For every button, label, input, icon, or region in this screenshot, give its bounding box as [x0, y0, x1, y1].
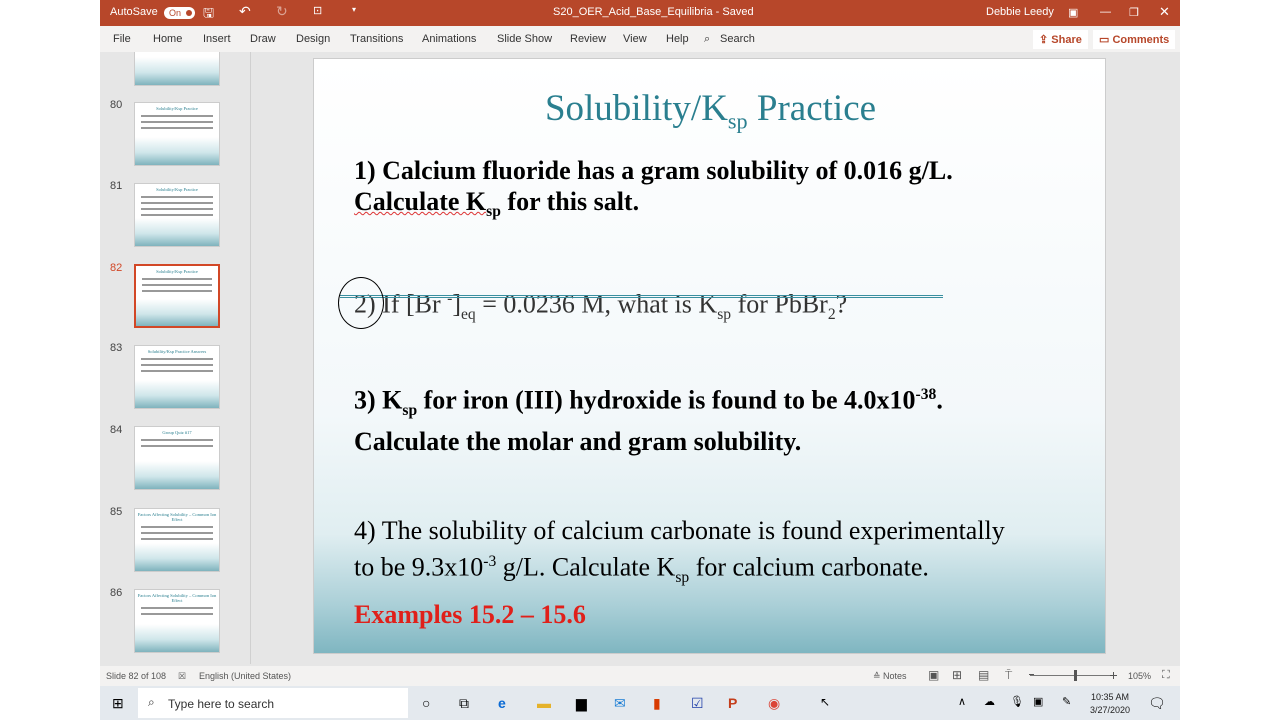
reading-view-icon[interactable]: ▤: [978, 668, 990, 682]
present-icon[interactable]: ⊡: [313, 5, 323, 17]
search-box[interactable]: Search: [720, 33, 755, 45]
powerpoint-window: [100, 0, 1180, 720]
tab-insert[interactable]: Insert: [203, 33, 231, 45]
edge-icon[interactable]: e: [498, 695, 506, 711]
mouse-cursor-icon: ↖: [820, 695, 831, 709]
comments-icon: ▭: [1099, 34, 1113, 46]
tab-slide-show[interactable]: Slide Show: [497, 33, 553, 45]
language[interactable]: English (United States): [199, 671, 292, 681]
ribbon-tabs: [100, 26, 1180, 52]
zoom-out-icon[interactable]: [1029, 674, 1034, 675]
search-icon: ⌕: [148, 695, 155, 709]
tab-home[interactable]: Home: [153, 33, 183, 45]
pen-icon[interactable]: ✎: [1062, 696, 1072, 708]
user-name[interactable]: Debbie Leedy: [986, 6, 1054, 18]
file-explorer-icon[interactable]: ▬: [537, 695, 551, 711]
slide-number: 83: [110, 342, 123, 354]
clock-time: 10:35 AM: [1091, 692, 1130, 702]
network-icon[interactable]: ☁: [984, 696, 995, 708]
tab-help[interactable]: Help: [666, 33, 689, 45]
undo-icon[interactable]: ↶: [239, 3, 251, 19]
slide-number: 85: [110, 506, 123, 518]
slide-thumbnail-83[interactable]: [134, 345, 220, 409]
notes-button[interactable]: ≙ Notes: [873, 671, 907, 681]
save-icon[interactable]: 🖫: [203, 5, 215, 20]
restore-icon[interactable]: ❐: [1129, 7, 1139, 19]
slide-thumbnail-80[interactable]: [134, 102, 220, 166]
slide-number: 81: [110, 180, 123, 192]
tab-review[interactable]: Review: [570, 33, 607, 45]
thumbnail-title: Group Quiz #17: [162, 430, 192, 435]
thumbnail-title: Solubility/Ksp Practice Answers: [147, 349, 207, 354]
slide-number: 82: [110, 262, 123, 274]
zoom-in-icon[interactable]: [1110, 672, 1117, 679]
redo-icon[interactable]: ↻: [276, 3, 288, 19]
slide-number: 84: [110, 424, 123, 436]
slide-counter: Slide 82 of 108: [106, 671, 167, 681]
taskbar-search[interactable]: [138, 688, 408, 718]
autosave-label: AutoSave: [110, 6, 158, 18]
zoom-slider-thumb[interactable]: [1074, 670, 1077, 681]
question-2: 2) If [Br $^-]_{eq} = 0.0236$ M, what is $K_{sp}$ for PbBr$_2$?: [354, 289, 848, 323]
spellcheck-icon[interactable]: ☒: [178, 671, 187, 681]
normal-view-icon[interactable]: ▣: [928, 668, 940, 682]
fit-to-window-icon[interactable]: ⛶: [1162, 669, 1170, 681]
tab-design[interactable]: Design: [296, 33, 331, 45]
minimize-icon[interactable]: —: [1100, 6, 1111, 18]
customize-qat-icon[interactable]: ▾: [352, 5, 357, 14]
powerpoint-icon[interactable]: P: [728, 695, 738, 711]
system-clock[interactable]: [1090, 691, 1130, 717]
windows-taskbar: [100, 686, 1180, 720]
ribbon-display-icon[interactable]: ▣: [1068, 7, 1079, 19]
tab-transitions[interactable]: Transitions: [350, 33, 404, 45]
office-icon[interactable]: ▮: [653, 695, 661, 711]
slide-number: 80: [110, 99, 123, 111]
share-button[interactable]: Share: [1051, 34, 1082, 46]
slide-thumbnail-85[interactable]: [134, 508, 220, 572]
show-hidden-icons[interactable]: ∧: [958, 696, 967, 708]
search-icon: ⌕: [704, 33, 711, 45]
title-bar: [100, 0, 1180, 26]
strikethrough-annotation: [340, 295, 943, 298]
circle-annotation: [338, 277, 384, 329]
slide-canvas[interactable]: [313, 58, 1106, 654]
slide-thumbnail-86[interactable]: [134, 589, 220, 653]
store-icon[interactable]: ▆: [576, 695, 587, 711]
microphone-icon[interactable]: 🎙: [1010, 696, 1024, 708]
tab-animations[interactable]: Animations: [422, 33, 477, 45]
mail-icon[interactable]: ✉: [614, 695, 626, 711]
slide-thumbnail-84[interactable]: [134, 426, 220, 490]
thumbnail-title: Solubility/Ksp Practice: [156, 269, 198, 274]
question-1: 1) Calcium fluoride has a gram solubility of 0.016 g/L. Calculate $K_{sp}$ for this salt.: [354, 156, 953, 221]
task-view-icon[interactable]: ⧉: [459, 695, 469, 711]
notifications-icon[interactable]: 🗨: [1148, 695, 1166, 711]
clock-date: 3/27/2020: [1090, 705, 1131, 715]
comments-button[interactable]: Comments: [1112, 34, 1170, 46]
slide-number: 86: [110, 587, 123, 599]
thumbnail-title: Solubility/Ksp Practice: [156, 106, 198, 111]
thumbnail-title: Factors Affecting Solubility – Common Ion Effect: [137, 512, 217, 522]
cortana-icon[interactable]: ○: [422, 695, 431, 711]
thumbnail-title: Solubility/Ksp Practice: [156, 187, 198, 192]
autosave-toggle[interactable]: On: [164, 7, 195, 19]
whiteboard-icon[interactable]: ☑: [691, 695, 704, 711]
zoom-slider[interactable]: [1030, 675, 1116, 676]
slide-thumbnail-81[interactable]: [134, 183, 220, 247]
slide-sorter-icon[interactable]: ⊞: [952, 668, 963, 682]
notes-label: Notes: [883, 671, 907, 681]
zoom-level[interactable]: 105%: [1128, 671, 1152, 681]
status-bar: [100, 666, 1180, 686]
pane-divider[interactable]: [250, 52, 251, 664]
security-icon[interactable]: ▣: [1033, 696, 1044, 708]
share-icon: ⇪: [1039, 34, 1052, 46]
close-icon[interactable]: ✕: [1159, 4, 1170, 19]
tab-file[interactable]: File: [113, 33, 131, 45]
slide-title: Solubility/$K_{sp}$ Practice: [544, 88, 877, 134]
document-title[interactable]: S20_OER_Acid_Base_Equilibria - Saved: [553, 6, 754, 18]
question-3: 3) $K_{sp}$ for iron (III) hydroxide is found to be $4.0x10^{-38}$. Calculate the molar and gram solubility.: [354, 385, 943, 456]
slide-thumbnail-pane[interactable]: [100, 52, 250, 664]
examples-reference: Examples 15.2 – 15.6: [354, 600, 586, 629]
slideshow-icon[interactable]: ⍑: [1005, 668, 1013, 682]
tab-view[interactable]: View: [623, 33, 647, 45]
slide-thumbnail-82[interactable]: [134, 264, 220, 328]
thumbnail-title: Factors Affecting Solubility – Common Ion Effect: [137, 593, 217, 603]
slide-thumbnail-79[interactable]: [134, 52, 220, 86]
taskbar-search-placeholder: Type here to search: [168, 697, 275, 711]
chrome-icon[interactable]: ◉: [768, 695, 781, 711]
question-4: 4) The solubility of calcium carbonate is found experimentally to be $9.3x10^{-3}$ g/L. Calculate $K_{sp}$ for calcium carbonate.: [354, 516, 1005, 586]
tab-draw[interactable]: Draw: [250, 33, 276, 45]
windows-start-icon[interactable]: ⊞: [112, 695, 124, 711]
